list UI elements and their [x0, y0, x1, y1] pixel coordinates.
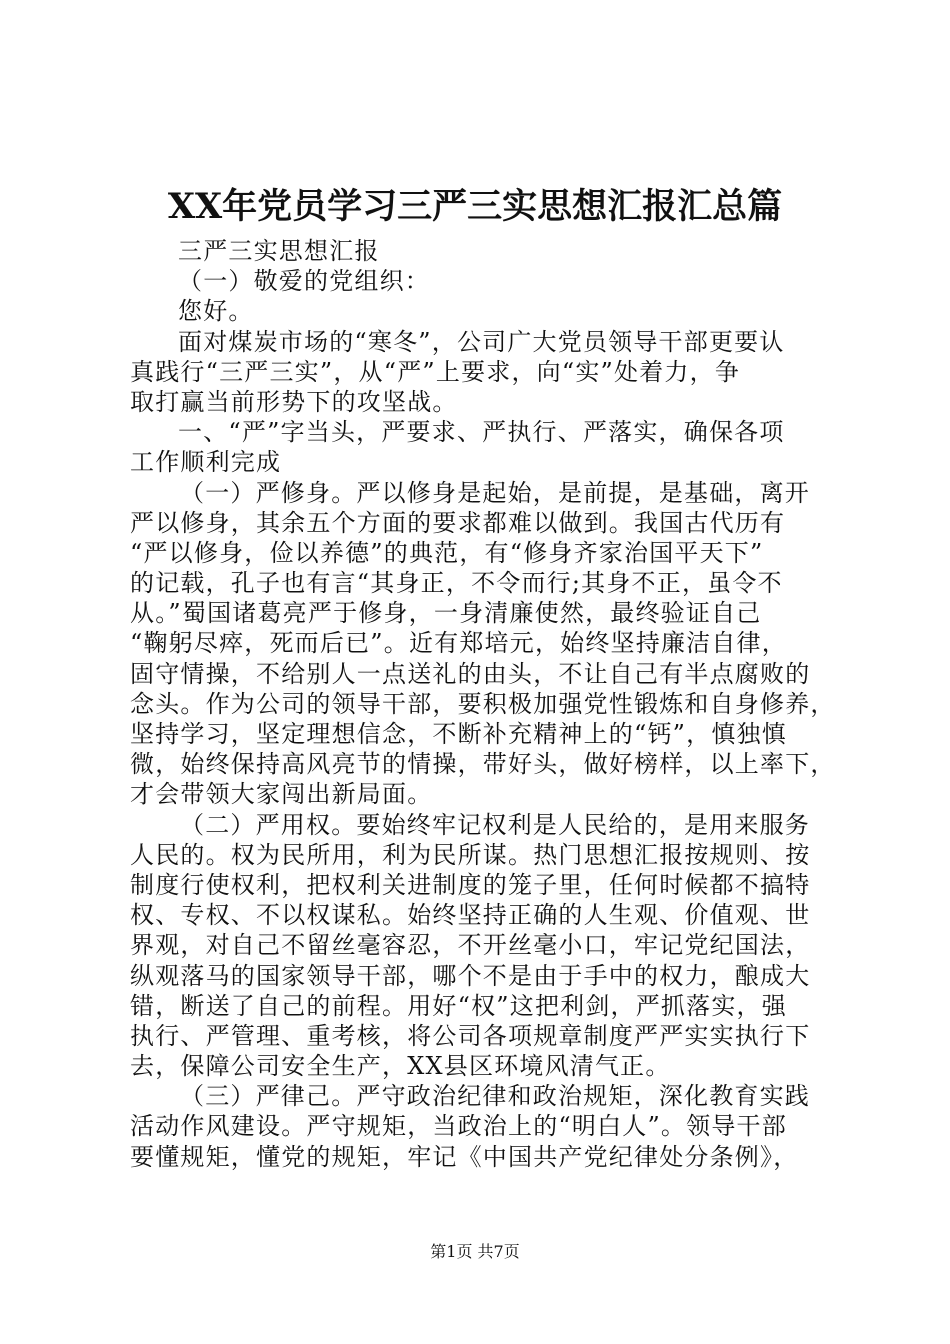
- text-line: 真践行“三严三实”，从“严”上要求，向“实”处着力，争: [130, 357, 741, 386]
- text-line: 工作顺利完成: [130, 448, 282, 477]
- document-title: XX年党员学习三严三实思想汇报汇总篇: [167, 186, 783, 227]
- text-line: 制度行使权利，把权利关进制度的笼子里，任何时候都不搞特: [130, 870, 811, 899]
- text-line: 您好。: [178, 297, 254, 326]
- text-line: 执行、严管理、重考核，将公司各项规章制度严严实实执行下: [130, 1021, 811, 1050]
- text-line: “鞠躬尽瘁，死而后已”。近有郑培元，始终坚持廉洁自律，: [130, 629, 787, 658]
- text-line: 面对煤炭市场的“寒冬”，公司广大党员领导干部更要认: [178, 327, 785, 356]
- text-line: 固守情操，不给别人一点送礼的由头，不让自己有半点腐败的: [130, 659, 811, 688]
- text-line: 坚持学习，坚定理想信念，不断补充精神上的“钙”，慎独慎: [130, 720, 787, 748]
- text-line: （一）严修身。严以修身是起始，是前提，是基础，离开: [180, 478, 810, 507]
- text-line: 权、专权、不以权谋私。始终坚持正确的人生观、价值观、世: [130, 901, 811, 930]
- text-line: 的记载，孔子也有言“其身正，不令而行;其身不正，虽令不: [130, 569, 783, 598]
- text-line: 要懂规矩，懂党的规矩，牢记《中国共产党纪律处分条例》，: [130, 1142, 799, 1171]
- text-line: 从。”蜀国诸葛亮严于修身，一身清廉使然，最终验证自己: [130, 599, 762, 628]
- page-footer: 第1页 共7页: [430, 1242, 520, 1261]
- text-line: 才会带领大家闯出新局面。: [130, 780, 433, 809]
- text-line: （三）严律己。严守政治纪律和政治规矩，深化教育实践: [180, 1082, 810, 1111]
- text-line: “严以修身，俭以养德”的典范，有“修身齐家治国平天下”: [130, 538, 764, 567]
- text-line: 微，始终保持高风亮节的情操，带好头，做好榜样，以上率下，: [130, 750, 836, 779]
- document-body: [130, 236, 835, 1172]
- text-line: 界观，对自己不留丝毫容忍，不开丝毫小口，牢记党纪国法，: [130, 931, 811, 960]
- text-line: 活动作风建设。严守规矩，当政治上的“明白人”。领导干部: [130, 1112, 787, 1141]
- text-line: 错，断送了自己的前程。用好“权”这把利剑，严抓落实，强: [130, 991, 787, 1020]
- text-line: 人民的。权为民所用，利为民所谋。热门思想汇报按规则、按: [130, 840, 811, 869]
- text-line: 一、“严”字当头，严要求、严执行、严落实，确保各项: [178, 418, 785, 447]
- text-line: 纵观落马的国家领导干部，哪个不是由于手中的权力，酿成大: [130, 961, 811, 990]
- text-line: 念头。作为公司的领导干部，要积极加强党性锻炼和自身修养，: [130, 689, 836, 718]
- text-line: 严以修身，其余五个方面的要求都难以做到。我国古代历有: [130, 508, 786, 537]
- text-line: 三严三实思想汇报: [178, 237, 380, 265]
- text-line: 取打赢当前形势下的攻坚战。: [130, 387, 458, 416]
- text-line: （一）敬爱的党组织：: [178, 267, 430, 296]
- text-line: 去，保障公司安全生产，XX县区环境风清气正。: [130, 1052, 671, 1081]
- text-line: （二）严用权。要始终牢记权利是人民给的，是用来服务: [180, 810, 810, 839]
